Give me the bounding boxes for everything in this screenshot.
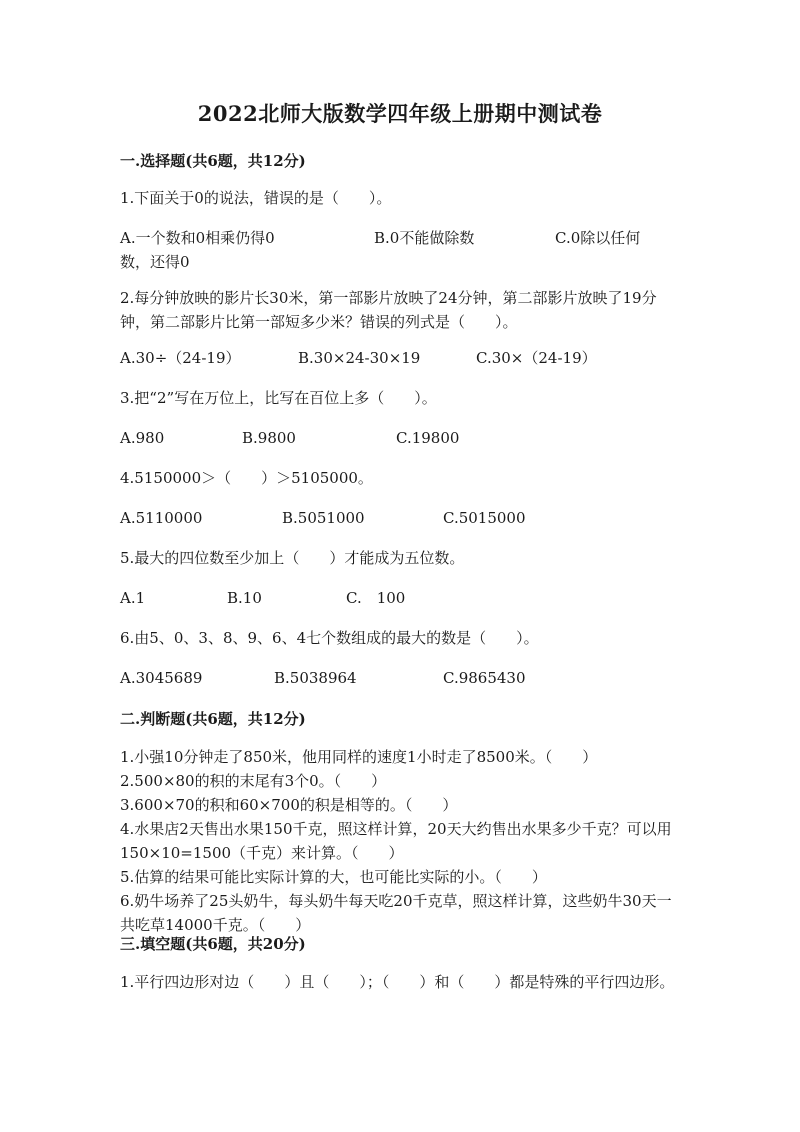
judgement-item: 4.水果店2天售出水果150千克，照这样计算，20天大约售出水果多少千克？可以用150×10=1500（千克）来计算。（ ） — [120, 820, 672, 862]
judgement-item: 3.600×70的积和60×700的积是相等的。（ ） — [120, 796, 458, 814]
option-c: C.19800 — [396, 429, 460, 447]
judgement-item: 2.500×80的积的末尾有3个0。（ ） — [120, 772, 387, 790]
option-c: C. 100 — [346, 589, 406, 607]
question-text: 5.最大的四位数至少加上（ ）才能成为五位数。 — [120, 549, 465, 567]
option-b: B.5051000 — [282, 509, 365, 527]
option-a: A.一个数和0相乘仍得0 — [120, 229, 275, 247]
option-a: A.980 — [120, 429, 165, 447]
judgement-item: 5.估算的结果可能比实际计算的大，也可能比实际的小。（ ） — [120, 868, 547, 886]
option-b: B.9800 — [242, 429, 296, 447]
option-a: A.5110000 — [120, 509, 203, 527]
question-text: 6.由5、0、3、8、9、6、4七个数组成的最大的数是（ ）。 — [120, 629, 539, 647]
option-a: A.1 — [120, 589, 146, 607]
judgement-item: 1.小强10分钟走了850米，他用同样的速度1小时走了8500米。（ ） — [120, 748, 598, 766]
question-text: 3.把“2”写在万位上，比写在百位上多（ ）。 — [120, 389, 437, 407]
option-c: C.5015000 — [443, 509, 526, 527]
question-text: 1.下面关于0的说法，错误的是（ ）。 — [120, 189, 392, 207]
section-heading-judgement: 二.判断题(共6题，共12分) — [120, 710, 306, 728]
question-text: 1.平行四边形对边（ ）且（ ）；（ ）和（ ）都是特殊的平行四边形。 — [120, 973, 675, 991]
option-a: A.30÷（24-19） — [120, 349, 241, 367]
option-b: B.5038964 — [274, 669, 357, 687]
option-b: B.10 — [227, 589, 262, 607]
section-heading-fill-in: 三.填空题(共6题，共20分) — [120, 935, 306, 953]
option-c: C.0除以任何数，还得0 — [120, 229, 641, 271]
option-b: B.30×24-30×19 — [298, 349, 421, 367]
page-title: 2022北师大版数学四年级上册期中测试卷 — [197, 101, 603, 126]
option-a: A.3045689 — [120, 669, 203, 687]
section-heading-choice: 一.选择题(共6题，共12分) — [120, 152, 306, 170]
question-text: 4.5150000＞（ ）＞5105000。 — [120, 469, 373, 487]
option-b: B.0不能做除数 — [374, 229, 475, 247]
judgement-item: 6.奶牛场养了25头奶牛，每头奶牛每天吃20千克草，照这样计算，这些奶牛30天一共吃草14000千克。（ ） — [120, 892, 672, 934]
option-c: C.30×（24-19） — [476, 349, 597, 367]
question-text: 2.每分钟放映的影片长30米，第一部影片放映了24分钟，第二部影片放映了19分钟，第二部影片比第一部短多少米？错误的列式是（ ）。 — [120, 289, 657, 331]
option-c: C.9865430 — [443, 669, 526, 687]
